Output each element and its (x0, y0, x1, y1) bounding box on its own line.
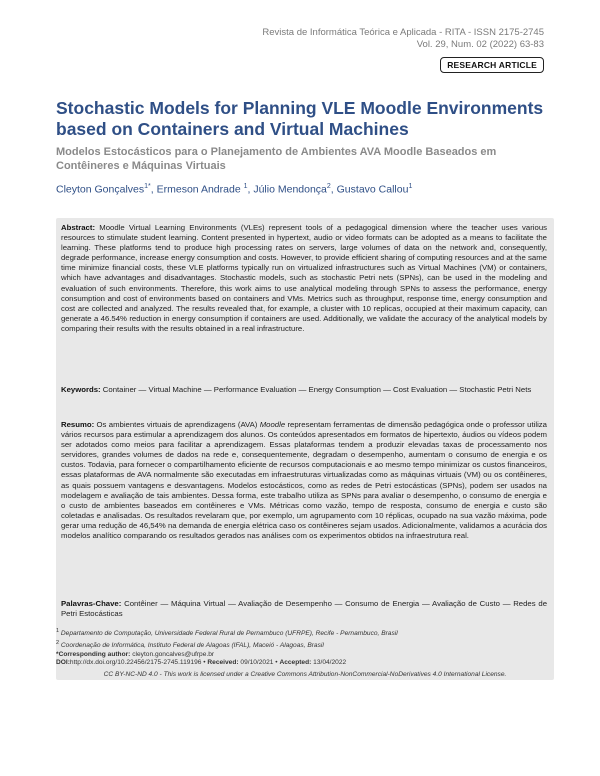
corresponding-label: *Corresponding author: (56, 650, 131, 658)
journal-header (262, 27, 544, 51)
journal-volume: Vol. 29, Num. 02 (2022) 63-83 (416, 39, 544, 50)
author-name: Ermeson Andrade (156, 183, 241, 196)
footnote-text: Coordenação de Informática, Instituto Federal de Alagoas (IFAL), Maceió - Alagoas, Brasil (60, 641, 324, 649)
palavras-chave-label: Palavras-Chave: (61, 599, 122, 608)
author-separator: , (330, 183, 337, 196)
received-date: 09/10/2021 (240, 659, 274, 667)
author-separator: , (247, 183, 254, 196)
doi-label: DOI: (56, 659, 70, 667)
author-affiliation: 1* (144, 183, 151, 190)
author-list (56, 183, 412, 196)
footnote-affiliation-2 (56, 639, 556, 651)
meta-bullet: • (275, 659, 278, 667)
abstract-paragraph (61, 223, 547, 334)
doi-link[interactable]: http://dx.doi.org/10.22456/2175-2745.119196 (69, 659, 202, 667)
author-affiliation: 2 (326, 183, 331, 190)
resumo-paragraph (61, 420, 547, 541)
abstract-label: Abstract: (61, 223, 96, 232)
journal-name: Revista de Informática Teórica e Aplicada - RITA - ISSN 2175-2745 (262, 27, 544, 38)
license-note[interactable]: CC BY-NC-ND 4.0 - This work is licensed under a Creative Commons Attribution-NonCommercial-NoDerivatives 4.0 International License. (103, 671, 507, 678)
palavras-chave-text: Contêiner — Máquina Virtual — Avaliação de Desempenho — Consumo de Energia — Avaliação de Custo — Redes de Petri Estocásticas (61, 599, 547, 619)
paper-subtitle: Modelos Estocásticos para o Planejamento de Ambientes AVA Moodle Baseados em Contêineres e Máquinas Virtuais (56, 146, 497, 172)
resumo-label: Resumo: (61, 420, 95, 429)
author-separator: , (150, 183, 157, 196)
resumo-emphasis: Moodle (259, 420, 286, 429)
palavras-chave-paragraph (61, 599, 547, 619)
author-affiliation: 1 (243, 183, 248, 190)
author-name: Júlio Mendonça (253, 183, 327, 196)
corresponding-author (56, 651, 556, 660)
keywords-paragraph (61, 385, 547, 395)
article-type-badge: RESEARCH ARTICLE (440, 57, 544, 73)
footnote-affiliation-1 (56, 627, 556, 639)
accepted-label: Accepted: (279, 659, 312, 667)
abstract-text: Moodle Virtual Learning Environments (VLEs) represent tools of a pedagogical dimension where the teacher uses various resources to stimulate student learning. Content presented in hypertext, audio or video formats can be adopted as a means to facilitate the learning. These platforms tend to produce high processing rates on servers, large volumes of data on the network and, consequently, degrade performance, increase energy consumption and costs. However, to provide efficient sharing of computing resources and at the same time minimize financial costs, these VLE platforms typically run on virtualized infrastructures such as Virtual Machines (VM) or containers, which have advantages and disadvantages. Stochastic models, such as stochastic Petri nets (SPNs), can be used in the modeling and evaluation of such environments. Therefore, this work aims to use analytical modeling through SPNs to assess the performance, energy consumption and cost of environments based on containers and VMs. Metrics such as throughput, response time, energy consumption and cost are collected and analyzed. The results revealed that, for example, a cluster with 10 replicas, occupied at their maximum capacity, can generate a 46.54% reduction in energy consumption if containers are used. Additionally, we validate the accuracy of the analytical models by comparing their results with the results obtained in a real infrastructure. (61, 223, 547, 333)
keywords-text: Container — Virtual Machine — Performance Evaluation — Energy Consumption — Cost Evaluation — Stochastic Petri Nets (102, 385, 532, 394)
corresponding-email[interactable]: cleyton.goncalves@ufrpe.br (132, 650, 215, 658)
author-name: Cleyton Gonçalves (56, 183, 145, 196)
footnote-text: Departamento de Computação, Universidade Federal Rural de Pernambuco (UFRPE), Recife - Pernambuco, Brasil (60, 630, 398, 638)
footnote-marker: 1 (56, 628, 60, 634)
footnotes (56, 627, 556, 668)
article-meta (56, 659, 556, 668)
received-label: Received: (207, 659, 239, 667)
paper-title: Stochastic Models for Planning VLE Moodle Environments based on Containers and Virtual Machines (56, 98, 544, 139)
author-affiliation: 1 (408, 183, 413, 190)
keywords-label: Keywords: (61, 385, 101, 394)
resumo-text: representam ferramentas de dimensão pedagógica onde o professor utiliza vários recursos para estimular a aprendizagem dos alunos. Os conteúdos apresentados em formatos de hipertexto, áudios ou vídeos podem ser adotados como meios para facilitar a aprendizagem. Essas plataformas tendem a produzir elevadas taxas de processamento nos servidores, grandes volumes de dados na rede e, consequentemente, degradam o desempenho, aumentam o consumo de energia e os custos. Todavia, para fornecer o compartilhamento eficiente de recursos computacionais e ao mesmo tempo minimizar os custos financeiros, essas plataformas de AVA normalmente são executadas em infraestruturas virtualizadas como as máquinas virtuais (VM) ou os contêineres, as quais possuem vantagens e desvantagens. Modelos estocásticos, como as redes de Petri estocásticas (SPNs), podem ser usados na modelagem e avaliação de tais ambientes. Dessa forma, este trabalho utiliza as SPNs para avaliar o desempenho, o consumo de energia e o custo de ambientes baseados em contêineres e VMs. Métricas como vazão, tempo de resposta, consumo de energia e custo são coletadas e analisadas. Os resultados revelaram que, por exemplo, um agrupamento com 10 réplicas, ocupado na sua vazão máxima, pode gerar uma redução de 46,54% na demanda de energia elétrica caso os contêineres sejam usados. Adicionalmente, validamos a acurácia dos modelos analítico comparando os resultados gerados nas análises com os experimentos obtidos na infraestrutura real. (61, 420, 547, 541)
resumo-text: Os ambientes virtuais de aprendizagens (AVA) (96, 420, 260, 429)
author-name: Gustavo Callou (336, 183, 409, 196)
footnote-marker: 2 (56, 639, 60, 646)
meta-bullet: • (203, 659, 206, 667)
accepted-date: 13/04/2022 (313, 659, 347, 667)
